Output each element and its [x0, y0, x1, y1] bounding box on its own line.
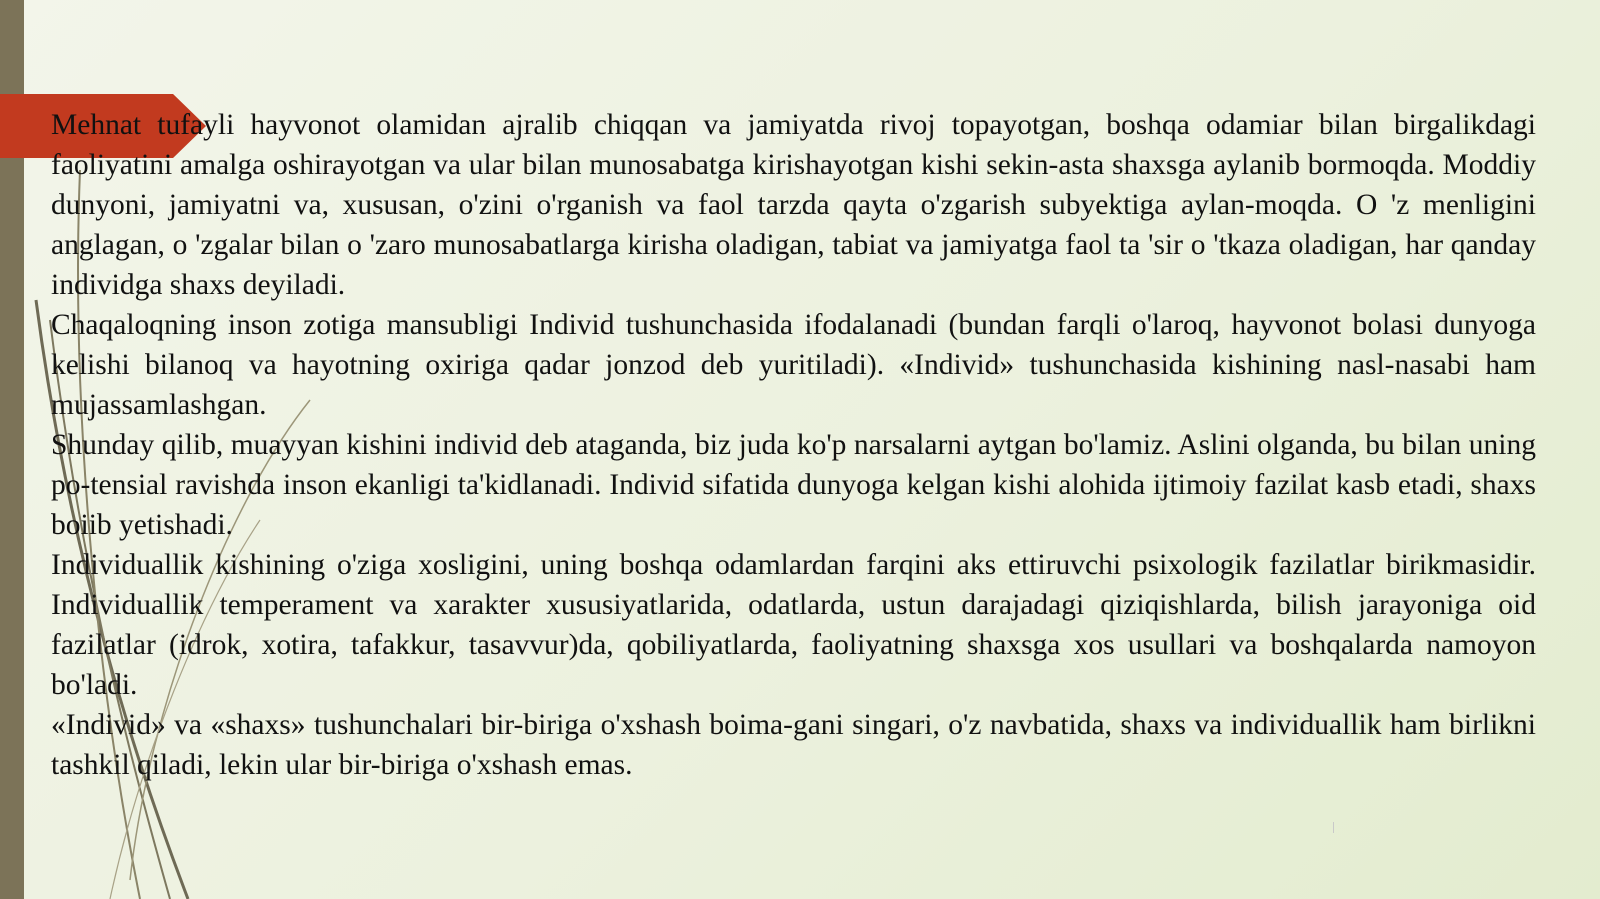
paragraph-comparison: «Individ» va «shaxs» tushunchalari bir-biriga o'xshash boima-gani singari, o'z navbatida, shaxs va individuallik ham birlikni tashkil qiladi, lekin ular bir-biriga o'xshash emas.: [51, 709, 1536, 781]
paragraph-shaxs: Mehnat tufayli hayvonot olamidan ajralib chiqqan va jamiyatda rivoj topayotgan, boshqa odamiar bilan birgalikdagi faoliyatini amalga oshirayotgan va ular bilan munosabatga kirishayotgan kishi sekin-asta shaxsga aylanib bormoqda. Moddiy dunyoni, jamiyatni va, xususan, o'zini o'rganish va faol tarzda qayta o'zgarish subyektiga aylan-moqda. O 'z menligini anglagan, o 'zgalar bilan o 'zaro munosabatlarga kirisha oladigan, tabiat va jamiyatga faol ta 'sir o 'tkaza oladigan, har qanday individga shaxs deyiladi.: [51, 109, 1536, 301]
slide-body-text: [51, 105, 1536, 785]
paragraph-individ-meaning: Shunday qilib, muayyan kishini individ deb ataganda, biz juda ko'p narsalarni aytgan bo'lamiz. Aslini olganda, bu bilan uning po-tensial ravishda inson ekanligi ta'kidlanadi. Individ sifatida dunyoga kelgan kishi alohida ijtimoiy fazilat kasb etadi, shaxs boiib yetishadi.: [51, 429, 1536, 541]
small-tick-mark: [1333, 822, 1334, 833]
paragraph-individ: Chaqaloqning inson zotiga mansubligi Individ tushunchasida ifodalanadi (bundan farqli o'laroq, hayvonot bolasi dunyoga kelishi bilanoq va hayotning oxiriga qadar jonzod deb yuritiladi). «Individ» tushunchasida kishining nasl-nasabi ham mujassamlashgan.: [51, 309, 1536, 421]
paragraph-individuallik: Individuallik kishining o'ziga xosligini, uning boshqa odamlardan farqini aks ettiruvchi psixologik fazilatlar birikmasidir. Individuallik temperament va xarakter xususiyatlarida, odatlarda, ustun darajadagi qiziqishlarda, bilish jarayoniga oid fazilatlar (idrok, xotira, tafakkur, tasavvur)da, qobiliyatlarda, faoliyatning shaxsga xos usullari va boshqalarda namoyon bo'ladi.: [51, 549, 1536, 701]
